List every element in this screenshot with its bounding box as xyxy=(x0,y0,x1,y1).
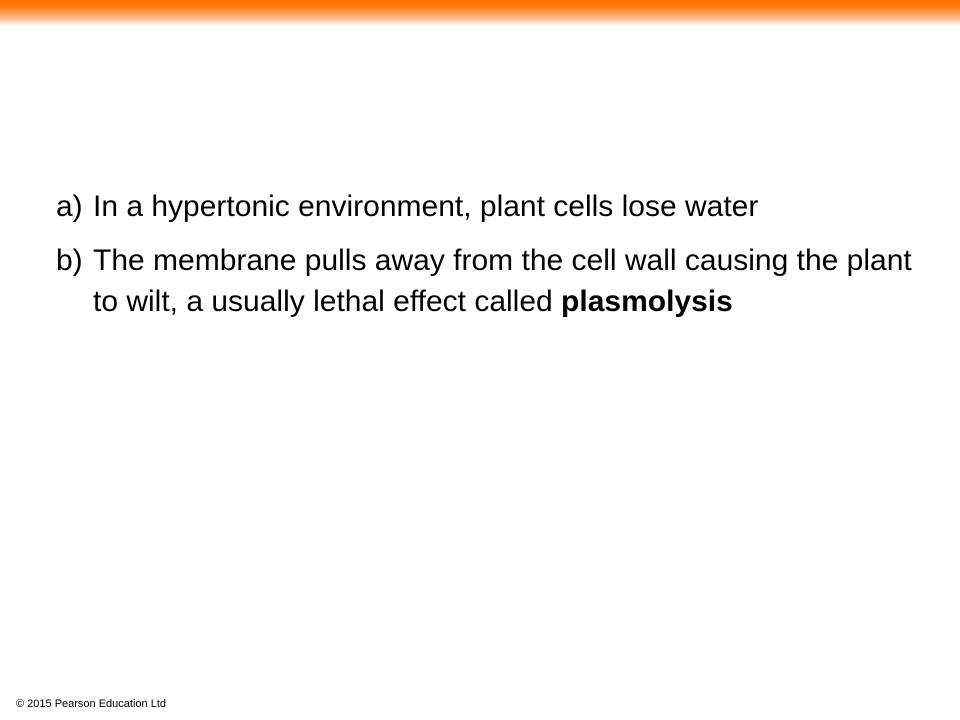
bullet-marker: b) xyxy=(56,244,83,277)
key-term-plasmolysis: plasmolysis xyxy=(561,285,733,318)
bullet-marker: a) xyxy=(56,190,83,223)
bullet-text: The membrane pulls away from the cell wall causing the plant to wilt, a usually lethal effect called xyxy=(93,244,912,318)
copyright-footer: © 2015 Pearson Education Ltd xyxy=(16,698,166,710)
bullet-text: In a hypertonic environment, plant cells lose water xyxy=(93,190,759,223)
bullet-item-b xyxy=(56,240,936,322)
bullet-item-a xyxy=(56,186,936,227)
top-accent-bar xyxy=(0,0,960,26)
bullet-list xyxy=(56,186,936,335)
